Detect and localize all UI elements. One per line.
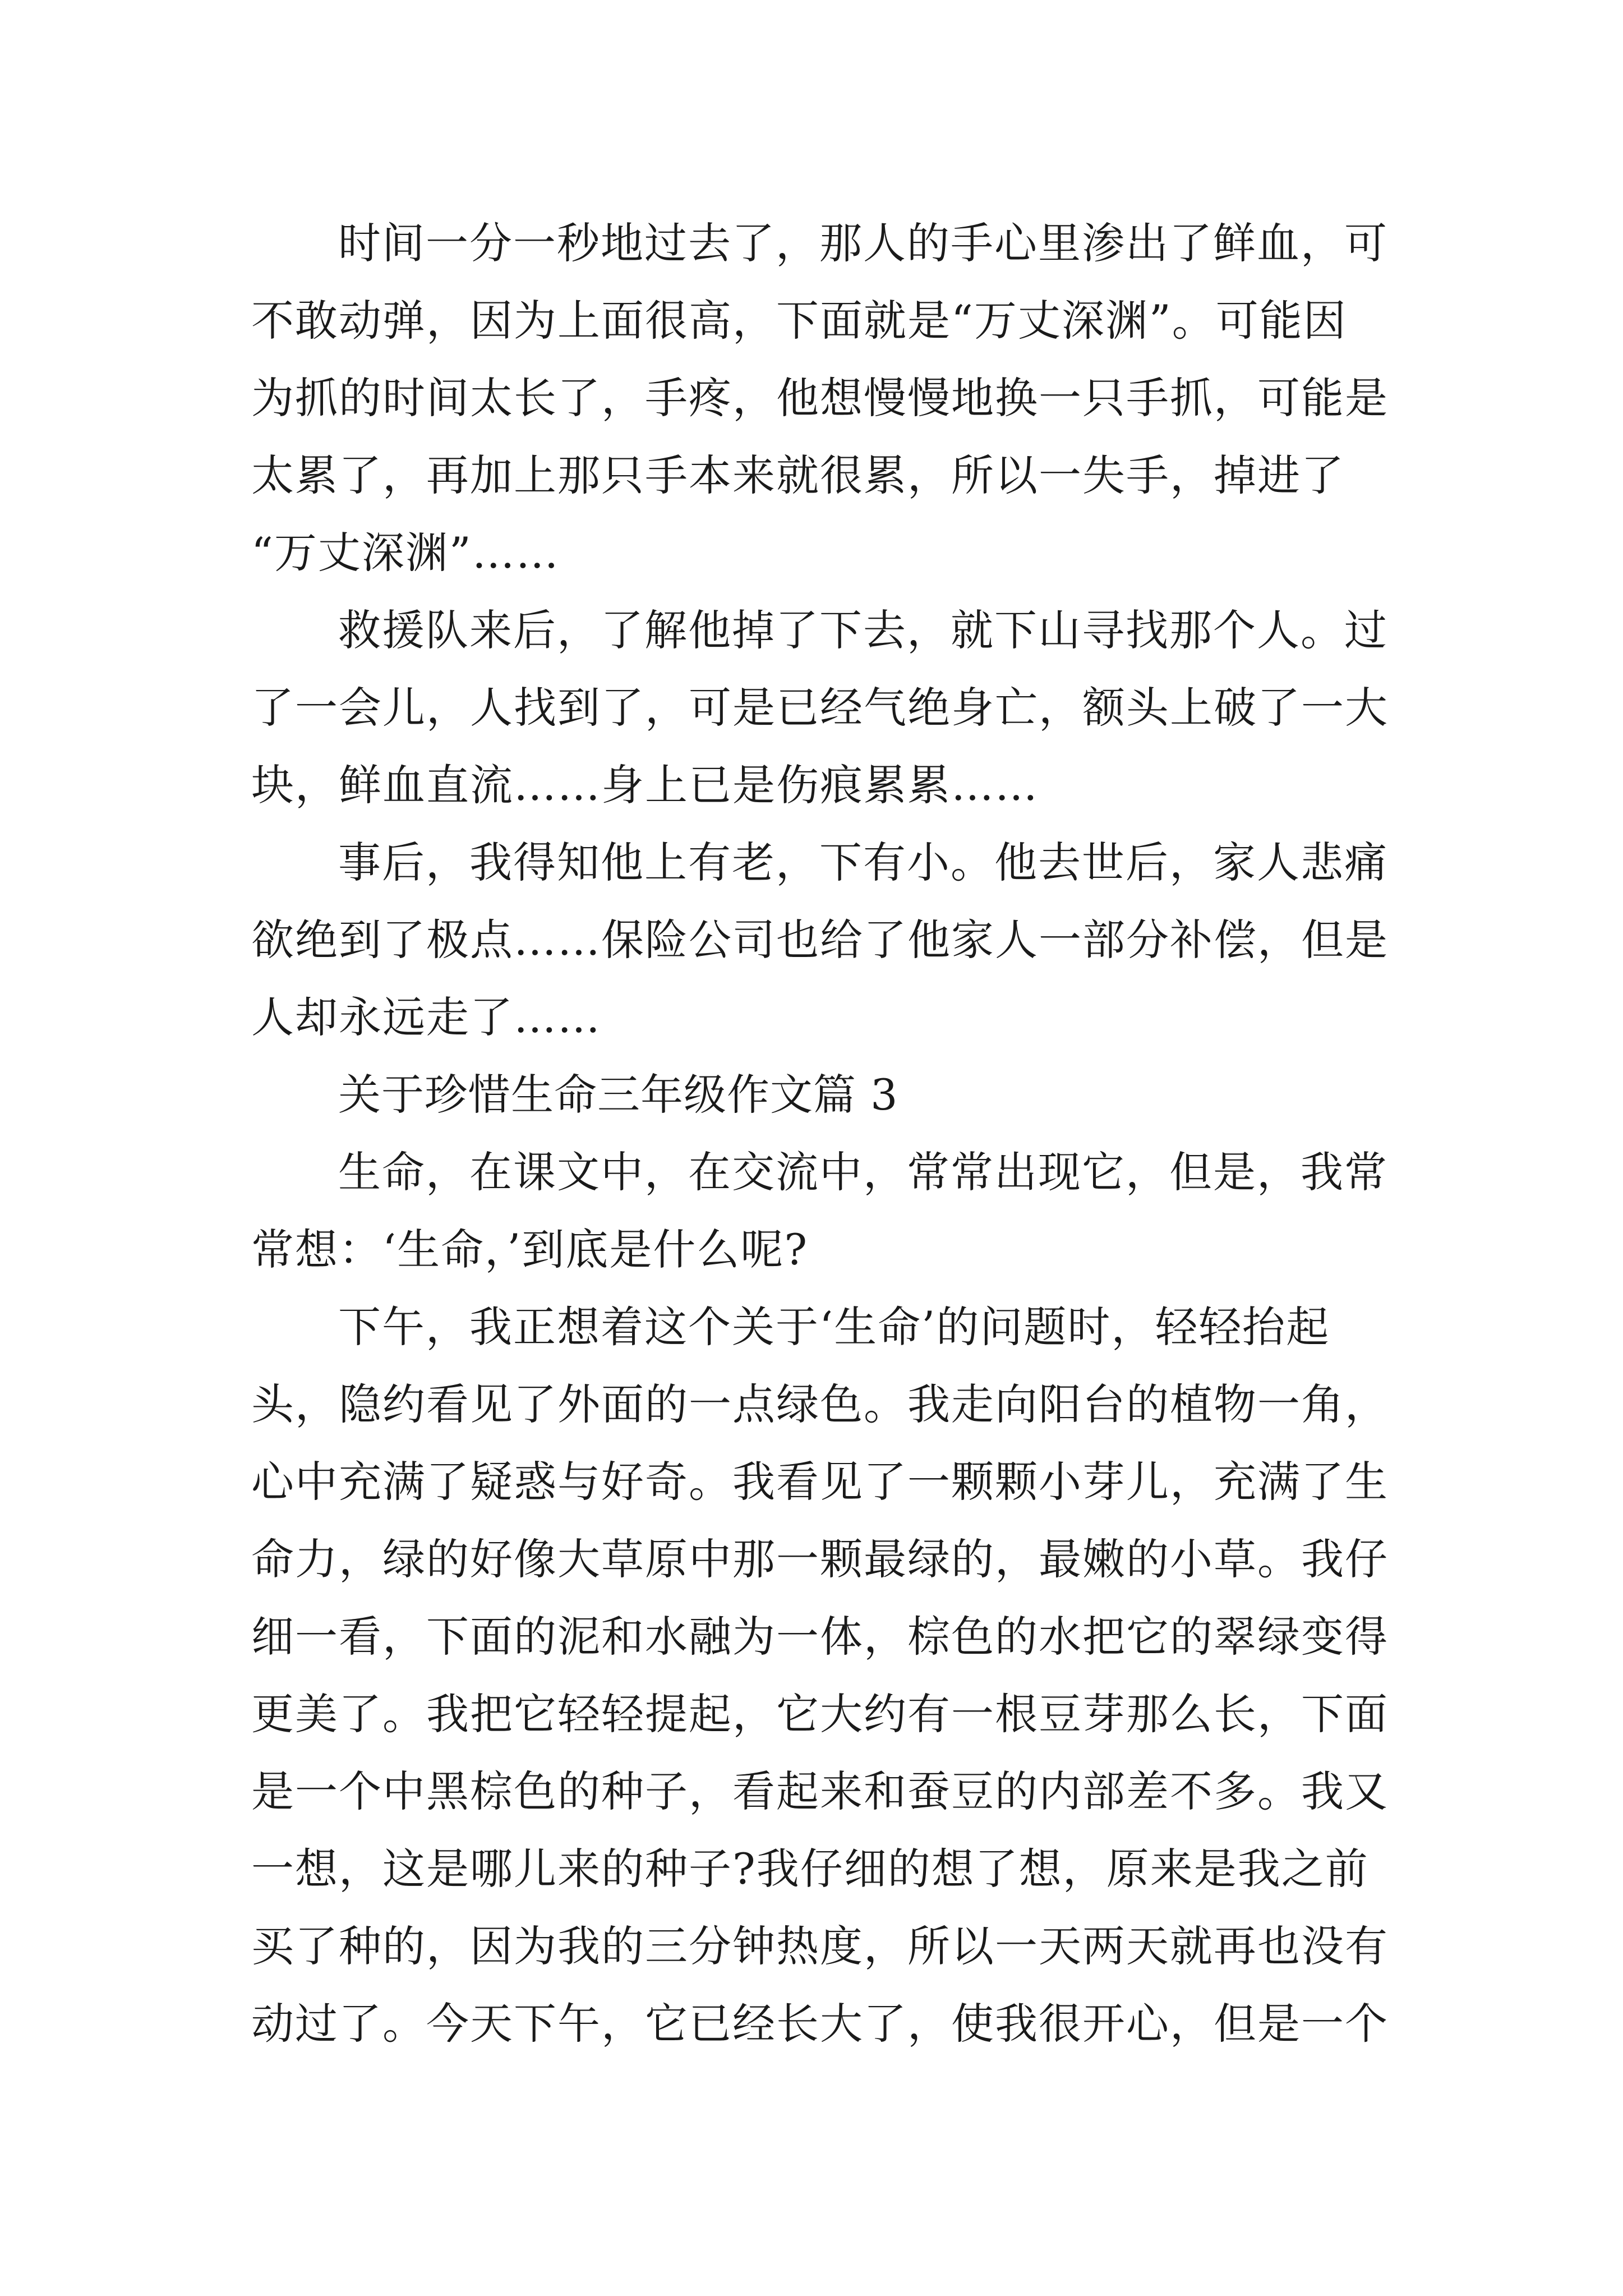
paragraph-line: 事后，我得知他上有老，下有小。他去世后，家人悲痛 [338, 838, 1388, 887]
paragraph-line: 救援队来后，了解他掉了下去，就下山寻找那个人。过 [338, 605, 1388, 655]
paragraph-line: 为抓的时间太长了，手疼，他想慢慢地换一只手抓，可能是 [251, 373, 1389, 423]
paragraph-line: 块，鲜血直流……身上已是伤痕累累…… [251, 760, 1039, 810]
paragraph-line: “万丈深渊”…… [251, 528, 560, 578]
paragraph-line: 常想：‘生命，’到底是什么呢? [251, 1225, 809, 1274]
paragraph-line: 不敢动弹，因为上面很高，下面就是“万丈深渊”。可能因 [251, 296, 1347, 346]
paragraph-line: 心中充满了疑惑与好奇。我看见了一颗颗小芽儿，充满了生 [251, 1457, 1389, 1507]
paragraph-line: 下午，我正想着这个关于‘生命’的问题时，轻轻抬起 [338, 1302, 1330, 1352]
paragraph-line: 是一个中黑棕色的种子，看起来和蚕豆的内部差不多。我又 [251, 1766, 1389, 1816]
section-heading: 关于珍惜生命三年级作文篇 3 [338, 1070, 898, 1120]
paragraph-line: 更美了。我把它轻轻提起，它大约有一根豆芽那么长，下面 [251, 1689, 1389, 1739]
paragraph-line: 命力，绿的好像大草原中那一颗最绿的，最嫩的小草。我仔 [251, 1534, 1389, 1584]
paragraph-line: 细一看，下面的泥和水融为一体，棕色的水把它的翠绿变得 [251, 1612, 1389, 1662]
paragraph-line: 太累了，再加上那只手本来就很累，所以一失手，掉进了 [251, 450, 1345, 500]
paragraph-line: 头，隐约看见了外面的一点绿色。我走向阳台的植物一角， [251, 1379, 1389, 1429]
paragraph-line: 人却永远走了…… [251, 992, 601, 1042]
paragraph-line: 欲绝到了极点……保险公司也给了他家人一部分补偿，但是 [251, 915, 1389, 965]
paragraph-line: 了一会儿，人找到了，可是已经气绝身亡，额头上破了一大 [251, 683, 1389, 733]
paragraph-line: 生命，在课文中，在交流中，常常出现它，但是，我常 [338, 1147, 1388, 1197]
paragraph-line: 一想，这是哪儿来的种子?我仔细的想了想，原来是我之前 [251, 1844, 1369, 1894]
body-text [251, 205, 1389, 2063]
paragraph-line: 时间一分一秒地过去了，那人的手心里渗出了鲜血，可 [338, 218, 1388, 268]
paragraph-line: 动过了。今天下午，它已经长大了，使我很开心，但是一个 [251, 1999, 1389, 2049]
paragraph-line: 买了种的，因为我的三分钟热度，所以一天两天就再也没有 [251, 1921, 1389, 1971]
